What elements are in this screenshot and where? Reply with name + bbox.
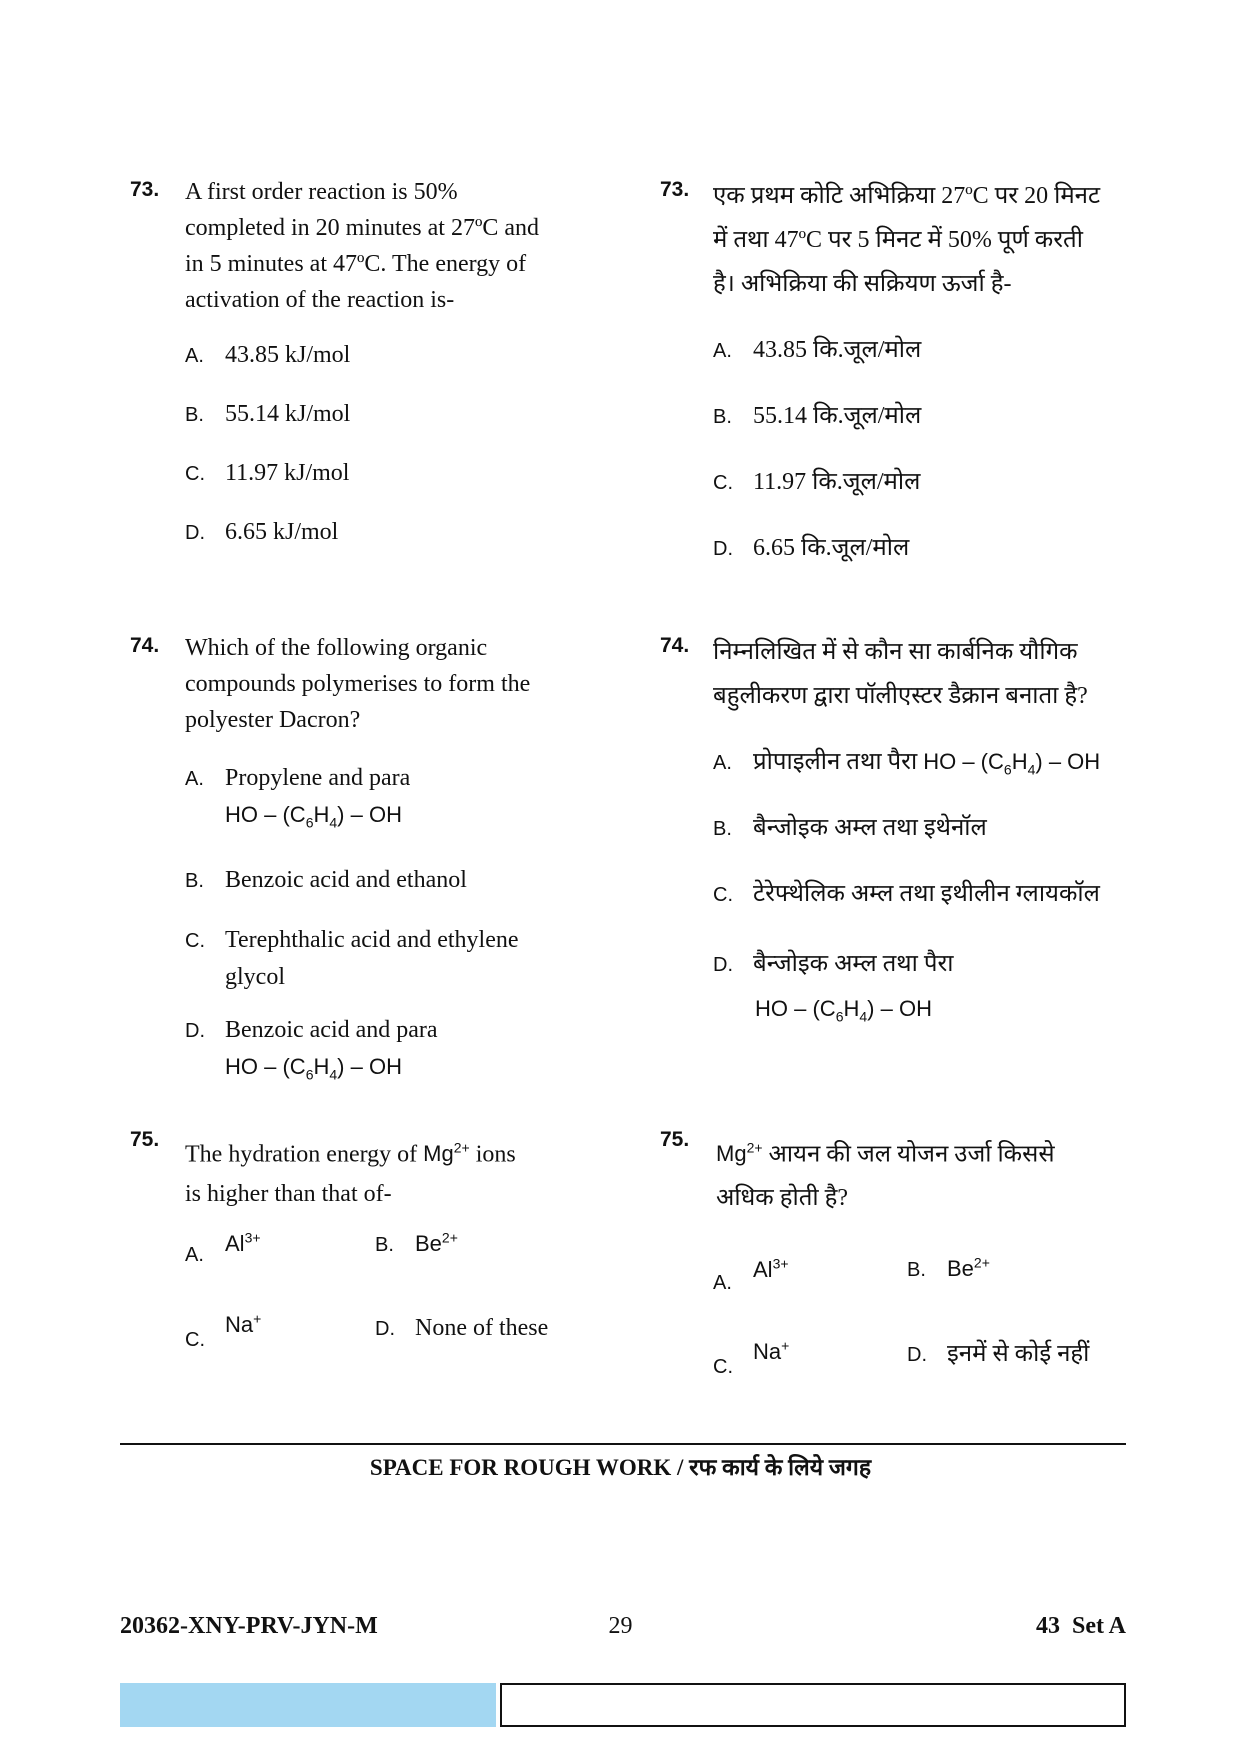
question-text — [185, 630, 625, 738]
question-text — [713, 174, 1133, 306]
option-text: Propylene and para — [225, 765, 411, 791]
option-b[interactable] — [185, 862, 467, 899]
question-line: बहुलीकरण द्वारा पॉलीएस्टर डैक्रान बनाता है? — [713, 683, 1088, 709]
option-d[interactable] — [375, 1315, 548, 1342]
question-line: compounds polymerises to form the — [185, 671, 531, 697]
option-label: A. — [185, 1244, 204, 1267]
option-label: D. — [375, 1318, 395, 1340]
option-b[interactable] — [185, 401, 350, 428]
color-bar — [120, 1683, 496, 1727]
option-a[interactable] — [713, 1256, 789, 1296]
option-c[interactable] — [185, 922, 519, 995]
question-number: 73. — [660, 178, 690, 201]
question-number: 75. — [660, 1128, 690, 1151]
set-label: 43 Set A — [1036, 1613, 1126, 1639]
question-line: completed in 20 minutes at 27ºC and — [185, 215, 540, 241]
option-label: D. — [185, 522, 205, 544]
option-b[interactable] — [713, 810, 987, 843]
question-line: में तथा 47ºC पर 5 मिनट में 50% पूर्ण करती — [713, 227, 1083, 253]
option-label: A. — [713, 1272, 732, 1295]
option-text: Benzoic acid and ethanol — [225, 867, 467, 893]
option-text: 11.97 कि.जूल/मोल — [753, 469, 921, 495]
option-label: B. — [185, 404, 204, 426]
option-text: Terephthalic acid and ethylene — [225, 927, 519, 953]
formula: HO – $(C_6H_4)$ – OH — [755, 996, 932, 1025]
option-label: C. — [713, 472, 733, 494]
option-text: इनमें से कोई नहीं — [947, 1341, 1090, 1367]
option-label: A. — [713, 340, 732, 362]
ion: $Mg^{2+}$ — [423, 1140, 470, 1167]
option-text: 6.65 kJ/mol — [225, 519, 339, 545]
option-c[interactable] — [185, 1311, 262, 1353]
ion: Na+ — [753, 1338, 790, 1365]
option-label: C. — [713, 884, 733, 906]
question-text — [716, 1126, 1136, 1220]
question-number: 74. — [660, 634, 690, 657]
option-label: A. — [713, 752, 732, 774]
option-c[interactable] — [713, 1338, 790, 1380]
option-a[interactable] — [185, 342, 350, 369]
ion: Na+ — [225, 1311, 262, 1338]
option-label: D. — [713, 954, 733, 976]
option-d[interactable] — [185, 1012, 438, 1092]
option-label: C. — [185, 1329, 205, 1352]
option-label: C. — [713, 1356, 733, 1379]
question-line: Which of the following organic — [185, 635, 488, 661]
option-text: 11.97 kJ/mol — [225, 460, 350, 486]
option-text: Benzoic acid and para — [225, 1017, 438, 1043]
option-c[interactable] — [713, 464, 920, 497]
question-line: A first order reaction is 50% — [185, 179, 458, 205]
ion: $Be^{2+}$ — [947, 1255, 990, 1282]
option-a[interactable] — [713, 744, 1100, 777]
option-label: D. — [185, 1020, 205, 1042]
question-line: अधिक होती है? — [716, 1185, 848, 1212]
ion: $Be^{2+}$ — [415, 1230, 458, 1257]
question-text — [185, 1128, 625, 1214]
option-text: 55.14 kJ/mol — [225, 401, 351, 427]
option-label: B. — [907, 1259, 926, 1282]
option-text: 43.85 कि.जूल/मोल — [753, 337, 922, 363]
option-b[interactable] — [907, 1255, 990, 1283]
option-label: B. — [185, 870, 204, 892]
formula: HO – $(C_6H_4)$ – OH — [923, 749, 1101, 778]
divider — [120, 1443, 1126, 1445]
option-label: A. — [185, 345, 204, 367]
page-number: 29 — [608, 1613, 633, 1639]
option-text: 55.14 कि.जूल/मोल — [753, 403, 922, 429]
option-text: बैन्जोइक अम्ल तथा इथेनॉल — [753, 815, 987, 841]
option-d[interactable] — [713, 530, 909, 563]
option-a[interactable] — [185, 760, 410, 840]
option-label: D. — [907, 1344, 927, 1366]
option-text: None of these — [415, 1315, 549, 1341]
question-text — [713, 630, 1133, 718]
option-label: B. — [375, 1234, 394, 1257]
option-text: प्रोपाइलीन तथा पैरा — [753, 749, 918, 775]
option-text: 6.65 कि.जूल/मोल — [753, 535, 910, 561]
option-d[interactable] — [907, 1336, 1089, 1369]
question-number: 73. — [130, 178, 160, 201]
option-text: 43.85 kJ/mol — [225, 342, 351, 368]
question-line: एक प्रथम कोटि अभिक्रिया 27ºC पर 20 मिनट — [713, 183, 1101, 209]
option-b[interactable] — [713, 398, 921, 431]
option-text: टेरेफ्थेलिक अम्ल तथा इथीलीन ग्लायकॉल — [753, 881, 1100, 907]
ion: $Al^{3+}$ — [225, 1230, 261, 1257]
question-line: है। अभिक्रिया की सक्रियण ऊर्जा है- — [713, 271, 1012, 297]
option-a[interactable] — [185, 1230, 261, 1268]
option-d[interactable] — [713, 942, 954, 1038]
option-label: D. — [713, 538, 733, 560]
blank-box — [500, 1683, 1126, 1727]
question-number: 74. — [130, 634, 160, 657]
formula: HO – $(C_6H_4)$ – OH — [225, 1054, 402, 1083]
question-line: निम्नलिखित में से कौन सा कार्बनिक यौगिक — [713, 639, 1078, 665]
option-label: C. — [185, 930, 205, 952]
option-c[interactable] — [185, 460, 349, 487]
option-a[interactable] — [713, 332, 921, 365]
question-text — [185, 174, 625, 318]
formula: HO – $(C_6H_4)$ – OH — [225, 802, 402, 831]
question-line: The hydration energy of $Mg^{2+}$ ions — [185, 1140, 516, 1168]
question-line: polyester Dacron? — [185, 707, 361, 733]
rough-work-heading: SPACE FOR ROUGH WORK / रफ कार्य के लिये जगह — [369, 1455, 872, 1480]
option-label: A. — [185, 768, 204, 790]
question-line: $Mg^{2+}$ आयन की जल योजन उर्जा किससे — [716, 1140, 1055, 1168]
option-text: बैन्जोइक अम्ल तथा पैरा — [753, 951, 954, 977]
option-c[interactable] — [713, 876, 1100, 909]
question-number: 75. — [130, 1128, 160, 1151]
ion: $Mg^{2+}$ — [716, 1140, 763, 1167]
option-label: B. — [713, 818, 732, 840]
paper-code: 20362-XNY-PRV-JYN-M — [120, 1613, 378, 1639]
option-label: B. — [713, 406, 732, 428]
option-label: C. — [185, 463, 205, 485]
question-line: activation of the reaction is- — [185, 287, 455, 313]
ion: $Al^{3+}$ — [753, 1256, 789, 1283]
option-text: glycol — [225, 964, 285, 990]
option-b[interactable] — [375, 1230, 458, 1258]
option-d[interactable] — [185, 519, 338, 546]
question-line: is higher than that of- — [185, 1181, 392, 1208]
question-line: in 5 minutes at 47ºC. The energy of — [185, 251, 527, 277]
